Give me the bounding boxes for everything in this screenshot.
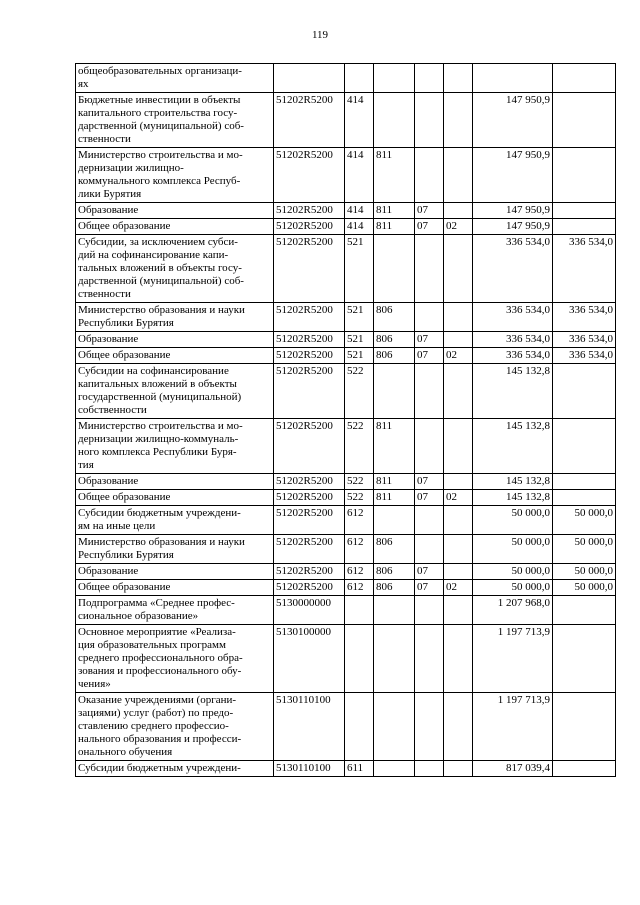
ministry-code-cell: 806 xyxy=(374,332,415,348)
federal-amount-cell: 50 000,0 xyxy=(553,564,616,580)
section-cell: 07 xyxy=(415,490,444,506)
expense-type-cell: 521 xyxy=(345,235,374,303)
federal-amount-cell: 336 534,0 xyxy=(553,235,616,303)
amount-cell: 145 132,8 xyxy=(473,419,553,474)
row-name-cell: общеобразовательных организаци- ях xyxy=(76,64,274,93)
expense-type-cell: 612 xyxy=(345,506,374,535)
target-article-cell: 51202R5200 xyxy=(274,93,345,148)
ministry-code-cell: 806 xyxy=(374,564,415,580)
ministry-code-cell xyxy=(374,596,415,625)
amount-cell: 147 950,9 xyxy=(473,219,553,235)
table-row xyxy=(76,506,616,535)
table-row xyxy=(76,64,616,93)
subsection-cell xyxy=(444,93,473,148)
subsection-cell xyxy=(444,203,473,219)
table-row xyxy=(76,348,616,364)
section-cell xyxy=(415,596,444,625)
table-row xyxy=(76,535,616,564)
amount-cell: 336 534,0 xyxy=(473,348,553,364)
ministry-code-cell: 811 xyxy=(374,490,415,506)
amount-cell: 145 132,8 xyxy=(473,474,553,490)
section-cell xyxy=(415,625,444,693)
subsection-cell xyxy=(444,506,473,535)
table-row xyxy=(76,761,616,777)
ministry-code-cell xyxy=(374,93,415,148)
section-cell: 07 xyxy=(415,219,444,235)
section-cell xyxy=(415,93,444,148)
ministry-code-cell: 811 xyxy=(374,219,415,235)
target-article-cell: 51202R5200 xyxy=(274,364,345,419)
target-article-cell: 51202R5200 xyxy=(274,303,345,332)
row-name-cell: Министерство образования и науки Республики Бурятия xyxy=(76,303,274,332)
subsection-cell xyxy=(444,596,473,625)
row-name-cell: Бюджетные инвестиции в объекты капитального строительства госу- дарственной (муниципальной) соб- ственности xyxy=(76,93,274,148)
target-article-cell: 51202R5200 xyxy=(274,490,345,506)
ministry-code-cell: 806 xyxy=(374,535,415,564)
row-name-cell: Образование xyxy=(76,203,274,219)
section-cell xyxy=(415,364,444,419)
target-article-cell: 5130110100 xyxy=(274,693,345,761)
row-name-cell: Подпрограмма «Среднее профес- сиональное образование» xyxy=(76,596,274,625)
ministry-code-cell: 811 xyxy=(374,419,415,474)
federal-amount-cell: 336 534,0 xyxy=(553,332,616,348)
row-name-cell: Образование xyxy=(76,474,274,490)
table-row xyxy=(76,490,616,506)
expense-type-cell: 522 xyxy=(345,364,374,419)
subsection-cell xyxy=(444,761,473,777)
expense-type-cell: 414 xyxy=(345,203,374,219)
section-cell: 07 xyxy=(415,580,444,596)
subsection-cell xyxy=(444,235,473,303)
federal-amount-cell xyxy=(553,761,616,777)
row-name-cell: Субсидии бюджетным учреждени- ям на иные цели xyxy=(76,506,274,535)
table-row xyxy=(76,303,616,332)
amount-cell: 50 000,0 xyxy=(473,564,553,580)
ministry-code-cell: 811 xyxy=(374,148,415,203)
amount-cell: 1 207 968,0 xyxy=(473,596,553,625)
expense-type-cell: 522 xyxy=(345,419,374,474)
amount-cell: 50 000,0 xyxy=(473,506,553,535)
table-row xyxy=(76,364,616,419)
ministry-code-cell: 806 xyxy=(374,580,415,596)
target-article-cell: 51202R5200 xyxy=(274,235,345,303)
amount-cell: 147 950,9 xyxy=(473,148,553,203)
budget-table-body xyxy=(76,64,616,777)
table-row xyxy=(76,625,616,693)
expense-type-cell: 612 xyxy=(345,535,374,564)
expense-type-cell: 414 xyxy=(345,148,374,203)
table-row xyxy=(76,203,616,219)
table-row xyxy=(76,564,616,580)
expense-type-cell: 522 xyxy=(345,474,374,490)
row-name-cell: Оказание учреждениями (органи- зациями) услуг (работ) по предо- ставлению среднего профессио- нального образования и професси- онального обучения xyxy=(76,693,274,761)
expense-type-cell: 612 xyxy=(345,580,374,596)
amount-cell: 145 132,8 xyxy=(473,364,553,419)
expense-type-cell xyxy=(345,596,374,625)
row-name-cell: Субсидии бюджетным учреждени- xyxy=(76,761,274,777)
target-article-cell: 5130000000 xyxy=(274,596,345,625)
federal-amount-cell xyxy=(553,203,616,219)
subsection-cell: 02 xyxy=(444,580,473,596)
subsection-cell: 02 xyxy=(444,348,473,364)
amount-cell: 147 950,9 xyxy=(473,93,553,148)
expense-type-cell: 521 xyxy=(345,332,374,348)
target-article-cell: 51202R5200 xyxy=(274,348,345,364)
target-article-cell xyxy=(274,64,345,93)
row-name-cell: Общее образование xyxy=(76,348,274,364)
subsection-cell xyxy=(444,64,473,93)
subsection-cell xyxy=(444,419,473,474)
section-cell: 07 xyxy=(415,474,444,490)
target-article-cell: 51202R5200 xyxy=(274,332,345,348)
row-name-cell: Министерство строительства и мо- дернизации жилищно- коммунального комплекса Респуб- лики Бурятия xyxy=(76,148,274,203)
target-article-cell: 51202R5200 xyxy=(274,203,345,219)
amount-cell: 336 534,0 xyxy=(473,235,553,303)
expense-type-cell: 521 xyxy=(345,348,374,364)
budget-table xyxy=(75,63,616,777)
ministry-code-cell: 811 xyxy=(374,203,415,219)
subsection-cell xyxy=(444,332,473,348)
expense-type-cell: 612 xyxy=(345,564,374,580)
page-number: 119 xyxy=(311,29,329,41)
ministry-code-cell: 811 xyxy=(374,474,415,490)
federal-amount-cell: 50 000,0 xyxy=(553,580,616,596)
section-cell xyxy=(415,761,444,777)
subsection-cell xyxy=(444,474,473,490)
section-cell xyxy=(415,693,444,761)
target-article-cell: 51202R5200 xyxy=(274,535,345,564)
federal-amount-cell: 336 534,0 xyxy=(553,303,616,332)
section-cell: 07 xyxy=(415,348,444,364)
amount-cell: 1 197 713,9 xyxy=(473,625,553,693)
expense-type-cell xyxy=(345,693,374,761)
subsection-cell xyxy=(444,303,473,332)
amount-cell: 147 950,9 xyxy=(473,203,553,219)
expense-type-cell: 414 xyxy=(345,219,374,235)
ministry-code-cell xyxy=(374,235,415,303)
target-article-cell: 51202R5200 xyxy=(274,419,345,474)
target-article-cell: 51202R5200 xyxy=(274,506,345,535)
amount-cell: 336 534,0 xyxy=(473,332,553,348)
ministry-code-cell xyxy=(374,625,415,693)
subsection-cell: 02 xyxy=(444,219,473,235)
ministry-code-cell xyxy=(374,506,415,535)
subsection-cell xyxy=(444,625,473,693)
amount-cell: 145 132,8 xyxy=(473,490,553,506)
section-cell xyxy=(415,535,444,564)
federal-amount-cell xyxy=(553,148,616,203)
row-name-cell: Образование xyxy=(76,564,274,580)
federal-amount-cell xyxy=(553,625,616,693)
amount-cell xyxy=(473,64,553,93)
section-cell xyxy=(415,506,444,535)
table-row xyxy=(76,235,616,303)
expense-type-cell: 522 xyxy=(345,490,374,506)
amount-cell: 50 000,0 xyxy=(473,580,553,596)
target-article-cell: 51202R5200 xyxy=(274,580,345,596)
table-row xyxy=(76,419,616,474)
row-name-cell: Общее образование xyxy=(76,580,274,596)
ministry-code-cell xyxy=(374,693,415,761)
row-name-cell: Основное мероприятие «Реализа- ция образовательных программ среднего профессионального обра- зования и профессионального обу- чения» xyxy=(76,625,274,693)
row-name-cell: Субсидии, за исключением субси- дий на софинансирование капи- тальных вложений в объекты госу- дарственной (муниципальной) соб- ственности xyxy=(76,235,274,303)
row-name-cell: Субсидии на софинансирование капитальных вложений в объекты государственной (муниципальной) собственности xyxy=(76,364,274,419)
federal-amount-cell xyxy=(553,596,616,625)
ministry-code-cell: 806 xyxy=(374,303,415,332)
amount-cell: 817 039,4 xyxy=(473,761,553,777)
subsection-cell xyxy=(444,148,473,203)
row-name-cell: Общее образование xyxy=(76,219,274,235)
subsection-cell xyxy=(444,693,473,761)
row-name-cell: Образование xyxy=(76,332,274,348)
table-row xyxy=(76,474,616,490)
table-row xyxy=(76,580,616,596)
federal-amount-cell xyxy=(553,490,616,506)
expense-type-cell: 611 xyxy=(345,761,374,777)
ministry-code-cell xyxy=(374,761,415,777)
table-row xyxy=(76,693,616,761)
federal-amount-cell: 336 534,0 xyxy=(553,348,616,364)
subsection-cell xyxy=(444,564,473,580)
table-row xyxy=(76,332,616,348)
amount-cell: 1 197 713,9 xyxy=(473,693,553,761)
section-cell xyxy=(415,419,444,474)
amount-cell: 50 000,0 xyxy=(473,535,553,564)
section-cell xyxy=(415,148,444,203)
expense-type-cell: 414 xyxy=(345,93,374,148)
expense-type-cell xyxy=(345,64,374,93)
expense-type-cell xyxy=(345,625,374,693)
subsection-cell xyxy=(444,535,473,564)
ministry-code-cell: 806 xyxy=(374,348,415,364)
row-name-cell: Общее образование xyxy=(76,490,274,506)
target-article-cell: 51202R5200 xyxy=(274,474,345,490)
federal-amount-cell xyxy=(553,64,616,93)
row-name-cell: Министерство образования и науки Республики Бурятия xyxy=(76,535,274,564)
table-row xyxy=(76,596,616,625)
section-cell xyxy=(415,303,444,332)
ministry-code-cell xyxy=(374,364,415,419)
row-name-cell: Министерство строительства и мо- дернизации жилищно-коммуналь- ного комплекса Республики Буря- тия xyxy=(76,419,274,474)
target-article-cell: 5130110100 xyxy=(274,761,345,777)
federal-amount-cell xyxy=(553,693,616,761)
section-cell: 07 xyxy=(415,332,444,348)
federal-amount-cell xyxy=(553,474,616,490)
section-cell xyxy=(415,235,444,303)
federal-amount-cell: 50 000,0 xyxy=(553,506,616,535)
target-article-cell: 5130100000 xyxy=(274,625,345,693)
subsection-cell: 02 xyxy=(444,490,473,506)
subsection-cell xyxy=(444,364,473,419)
expense-type-cell: 521 xyxy=(345,303,374,332)
section-cell: 07 xyxy=(415,564,444,580)
section-cell xyxy=(415,64,444,93)
target-article-cell: 51202R5200 xyxy=(274,148,345,203)
target-article-cell: 51202R5200 xyxy=(274,564,345,580)
federal-amount-cell xyxy=(553,419,616,474)
federal-amount-cell: 50 000,0 xyxy=(553,535,616,564)
federal-amount-cell xyxy=(553,219,616,235)
amount-cell: 336 534,0 xyxy=(473,303,553,332)
federal-amount-cell xyxy=(553,364,616,419)
table-row xyxy=(76,219,616,235)
table-row xyxy=(76,148,616,203)
ministry-code-cell xyxy=(374,64,415,93)
section-cell: 07 xyxy=(415,203,444,219)
table-row xyxy=(76,93,616,148)
target-article-cell: 51202R5200 xyxy=(274,219,345,235)
federal-amount-cell xyxy=(553,93,616,148)
